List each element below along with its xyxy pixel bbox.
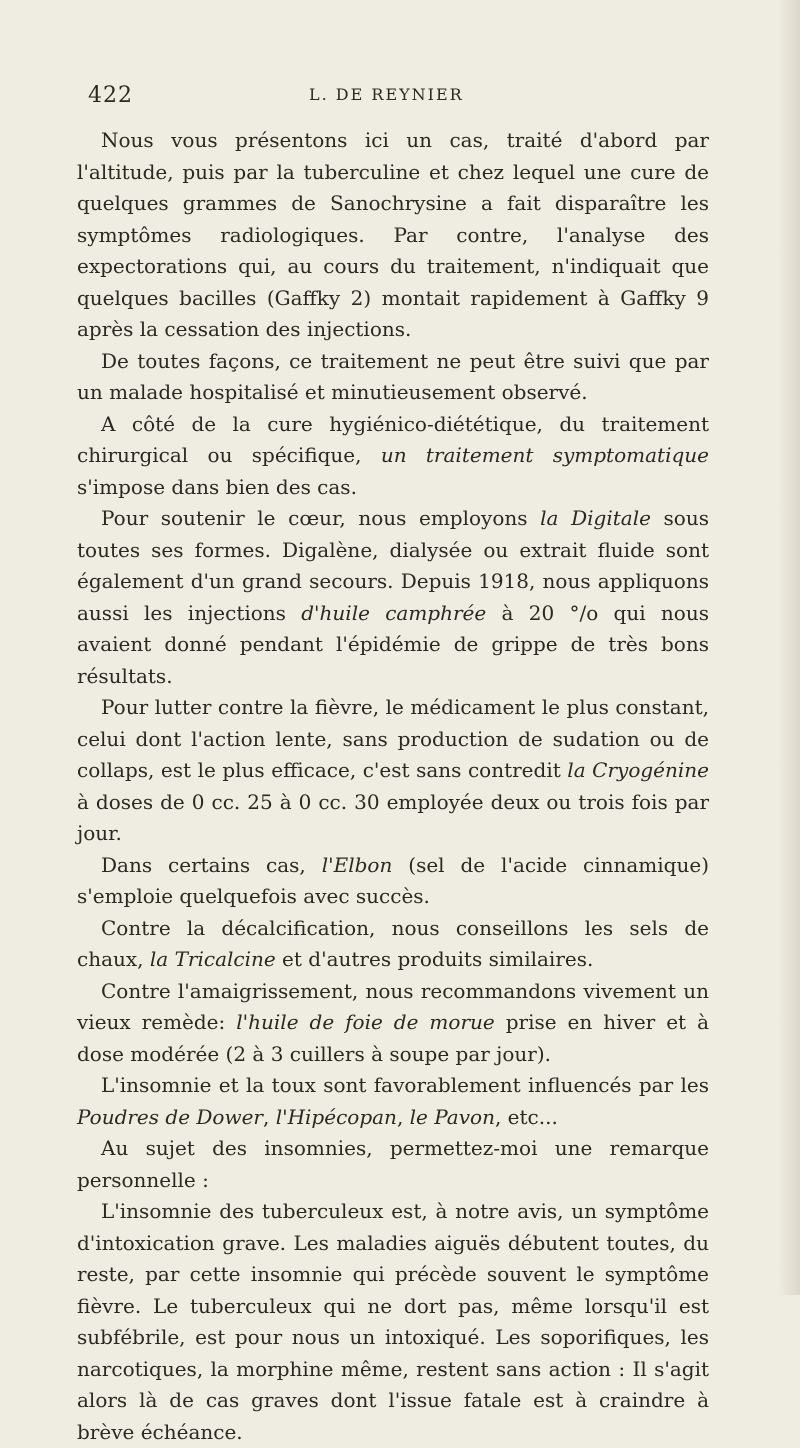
page-number: 422 xyxy=(88,83,133,108)
paragraph: Nous vous présentons ici un cas, traité d'abord par l'altitude, puis par la tuberculine et chez lequel une cure de quelques grammes de Sanochrysine a fait disparaître les symptômes radiologiques. Par contre, l'analyse des expectorations qui, au cours du traitement, n'indiquait que quelques bacilles (Gaffky 2) montait rapidement à Gaffky 9 après la cessation des injections. xyxy=(77,128,709,341)
paragraph: Dans certains cas, l'Elbon (sel de l'acide cinnamique) s'emploie quelquefois avec succès. xyxy=(77,852,709,908)
paragraph: Pour soutenir le cœur, nous employons la Digitale sous toutes ses formes. Digalène, dialysée ou extrait fluide sont également d'un grand secours. Depuis 1918, nous appliquons aussi les injections d'huile camphrée à 20 °/o qui nous avaient donné pendant l'épidémie de grippe de très bons résultats. xyxy=(77,506,709,688)
paragraph: A côté de la cure hygiénico-diététique, du traitement chirurgical ou spécifique, un traitement symptomatique s'impose dans bien des cas. xyxy=(77,411,709,499)
page-header xyxy=(84,83,724,113)
paragraph: Au sujet des insomnies, permettez-moi une remarque personnelle : xyxy=(77,1136,709,1192)
paragraph: L'insomnie des tuberculeux est, à notre avis, un symptôme d'intoxication grave. Les maladies aiguës débutent toutes, du reste, par cette insomnie qui précède souvent le symptôme fièvre. Le tuberculeux qui ne dort pas, même lorsqu'il est subfébrile, est pour nous un intoxiqué. Les soporifiques, les narcotiques, la morphine même, restent sans action : Il s'agit alors là de cas graves dont l'issue fatale est à craindre à brève échéance. xyxy=(77,1199,709,1444)
paragraph: De toutes façons, ce traitement ne peut être suivi que par un malade hospitalisé et minutieusement observé. xyxy=(77,348,709,404)
body-text xyxy=(77,125,709,1448)
paragraph: L'insomnie et la toux sont favorablement influencés par les Poudres de Dower, l'Hipécopan, le Pavon, etc... xyxy=(77,1073,709,1129)
running-head: L. DE REYNIER xyxy=(309,85,464,104)
paragraph: Pour lutter contre la fièvre, le médicament le plus constant, celui dont l'action lente, sans production de sudation ou de collaps, est le plus efficace, c'est sans contredit la Cryogénine à doses de 0 cc. 25 à 0 cc. 30 employée deux ou trois fois par jour. xyxy=(77,695,709,845)
page-edge-shadow xyxy=(778,0,800,1295)
paragraph: Contre la décalcification, nous conseillons les sels de chaux, la Tricalcine et d'autres produits similaires. xyxy=(77,915,709,971)
paragraph: Contre l'amaigrissement, nous recommandons vivement un vieux remède: l'huile de foie de morue prise en hiver et à dose modérée (2 à 3 cuillers à soupe par jour). xyxy=(77,978,709,1066)
